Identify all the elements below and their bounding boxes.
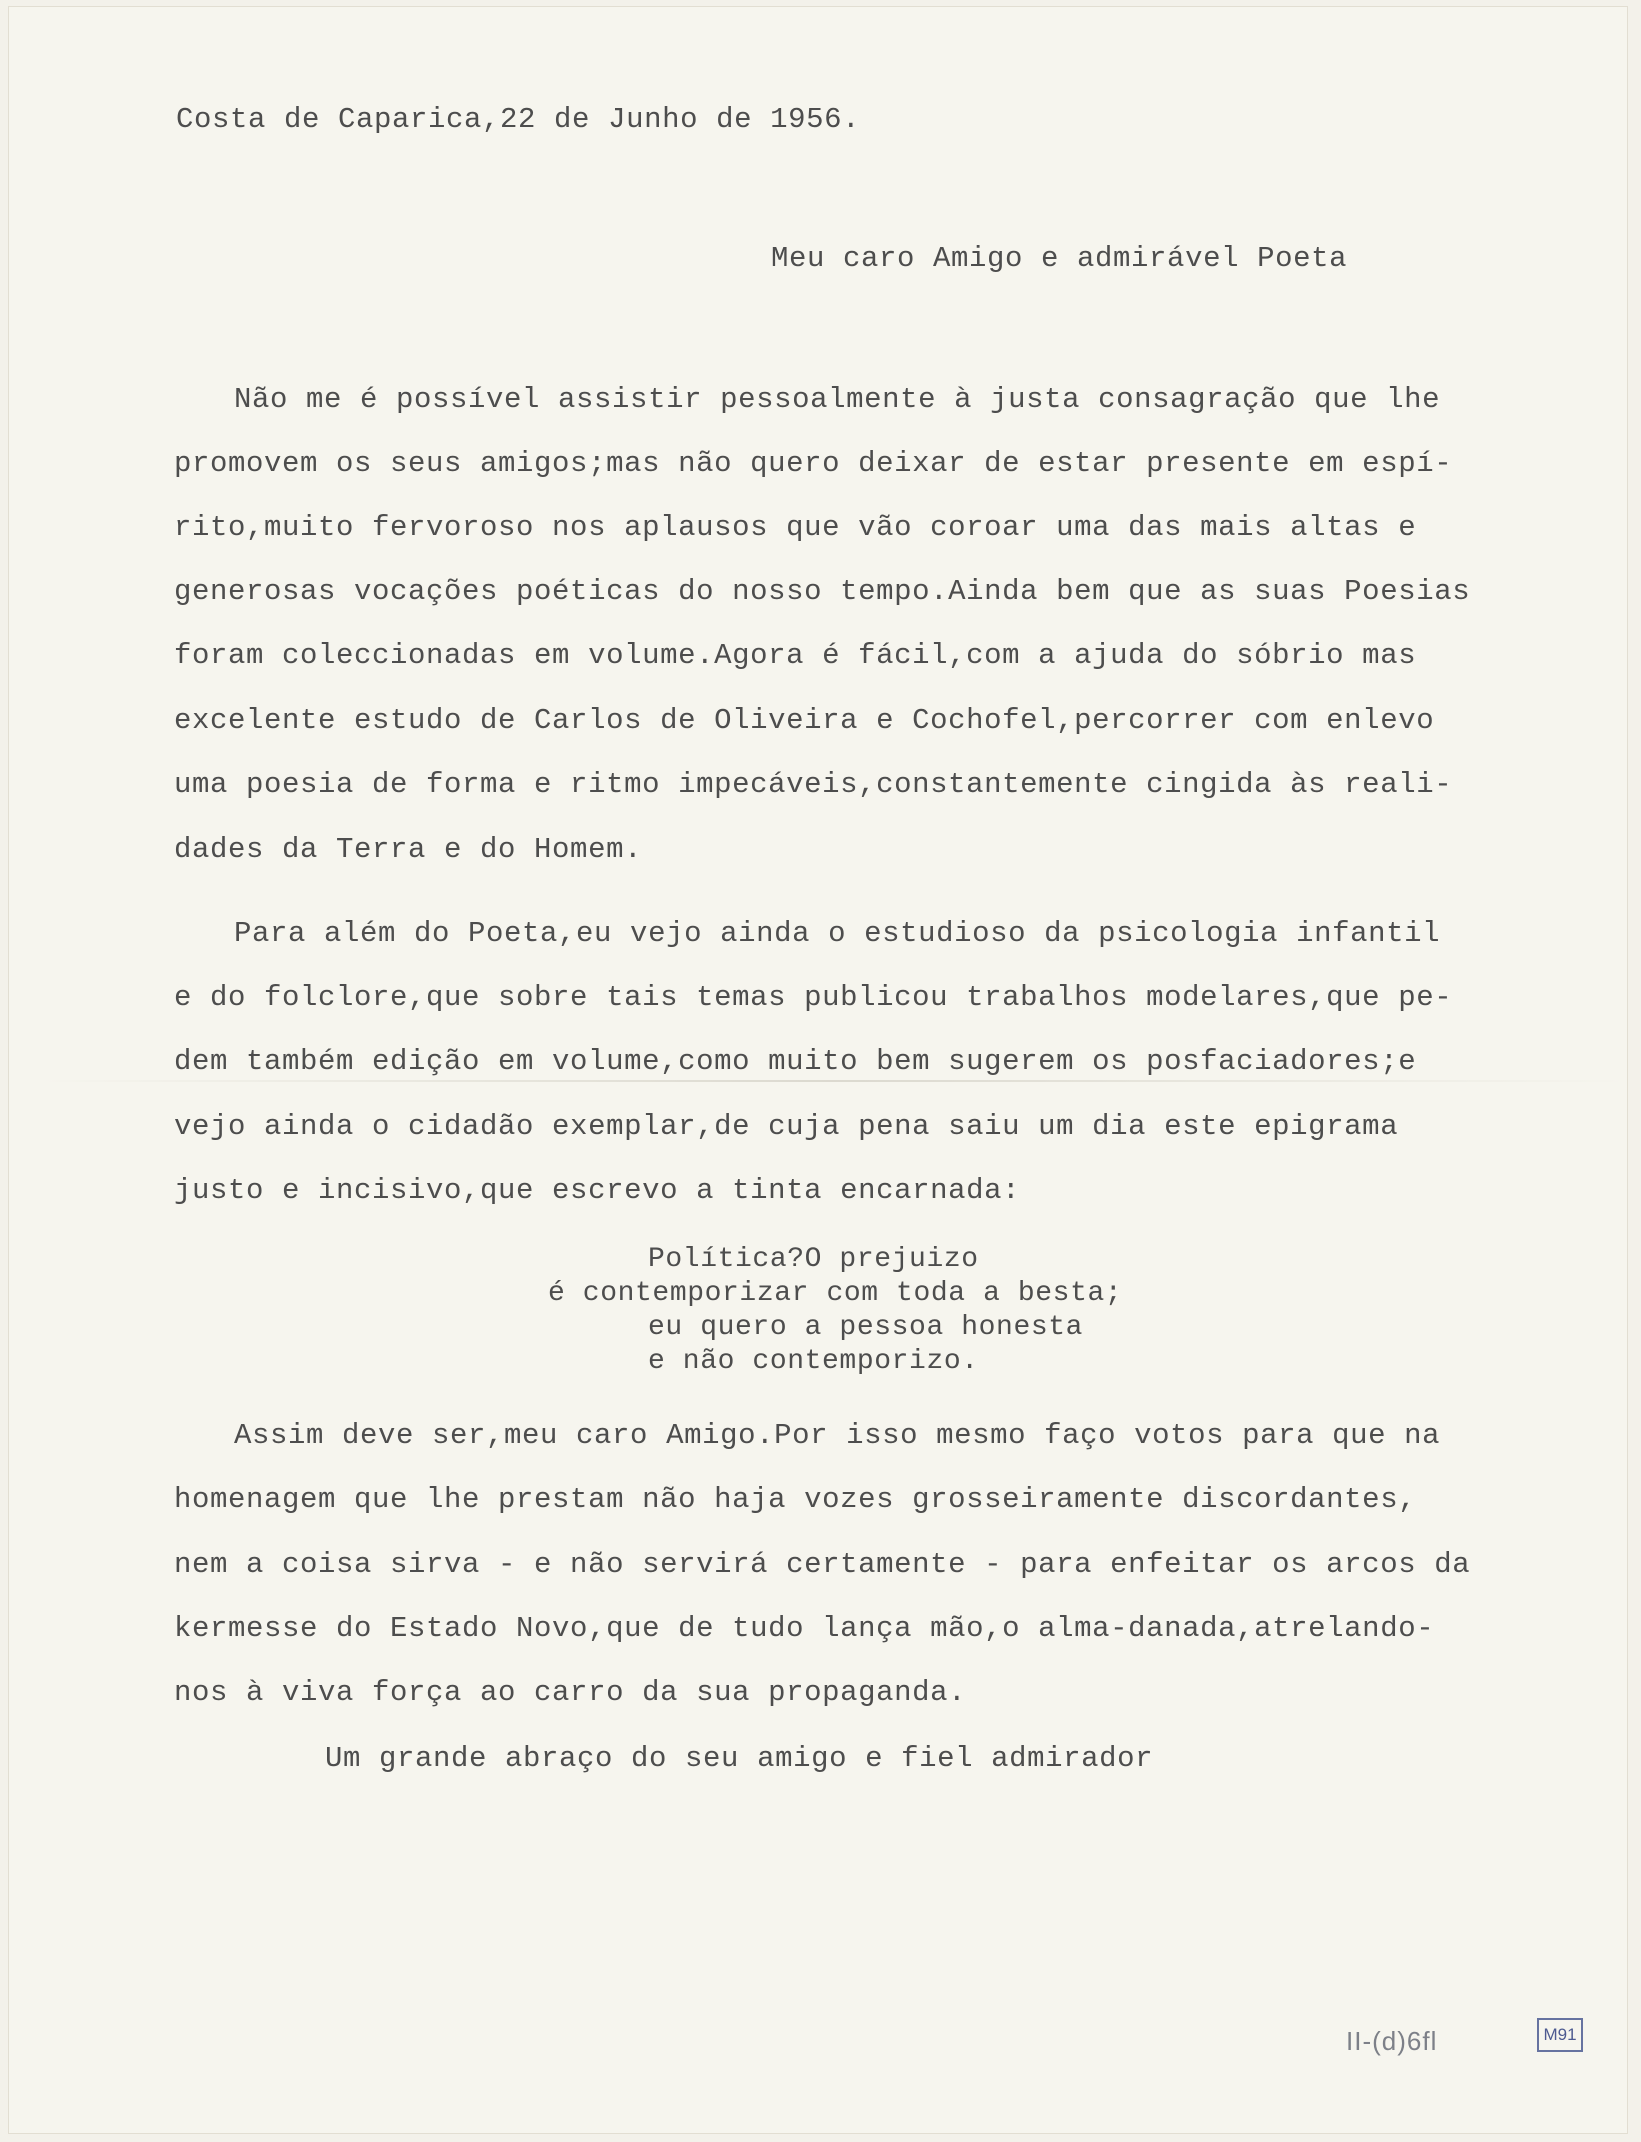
paragraph-2-line: dem também edição em volume,como muito bem sugerem os posfaciadores;e [174, 1045, 1417, 1078]
paragraph-2-line: Para além do Poeta,eu vejo ainda o estudioso da psicologia infantil [234, 917, 1441, 950]
paragraph-3-line: nos à viva força ao carro da sua propaganda. [174, 1676, 967, 1709]
paragraph-1-line: dades da Terra e do Homem. [174, 833, 643, 866]
paragraph-1-line: promovem os seus amigos;mas não quero deixar de estar presente em espí- [174, 447, 1453, 480]
epigram-line: eu quero a pessoa honesta [648, 1312, 1084, 1343]
paragraph-1-line: uma poesia de forma e ritmo impecáveis,constantemente cingida às reali- [174, 768, 1453, 801]
date-line: Costa de Caparica,22 de Junho de 1956. [176, 103, 861, 136]
archive-stamp: M91 [1537, 2018, 1583, 2052]
epigram-line: e não contemporizo. [648, 1346, 979, 1377]
paragraph-1-line: generosas vocações poéticas do nosso tempo.Ainda bem que as suas Poesias [174, 575, 1471, 608]
paragraph-2-line: vejo ainda o cidadão exemplar,de cuja pena saiu um dia este epigrama [174, 1110, 1399, 1143]
salutation: Meu caro Amigo e admirável Poeta [771, 242, 1348, 275]
paper-fold [38, 1080, 1628, 1082]
paragraph-1-line: Não me é possível assistir pessoalmente à justa consagração que lhe [234, 383, 1441, 416]
paragraph-2-line: justo e incisivo,que escrevo a tinta encarnada: [174, 1174, 1021, 1207]
epigram-line: Política?O prejuizo [648, 1244, 979, 1275]
paragraph-3-line: nem a coisa sirva - e não servirá certamente - para enfeitar os arcos da [174, 1548, 1471, 1581]
closing-line: Um grande abraço do seu amigo e fiel admirador [325, 1742, 1154, 1775]
paragraph-3-line: kermesse do Estado Novo,que de tudo lança mão,o alma-danada,atrelando- [174, 1612, 1435, 1645]
paragraph-3-line: Assim deve ser,meu caro Amigo.Por isso mesmo faço votos para que na [234, 1419, 1441, 1452]
paragraph-2-line: e do folclore,que sobre tais temas publicou trabalhos modelares,que pe- [174, 981, 1453, 1014]
paragraph-1-line: foram coleccionadas em volume.Agora é fácil,com a ajuda do sóbrio mas [174, 639, 1417, 672]
archive-reference: II-(d)6fl [1346, 2026, 1438, 2056]
paragraph-1-line: excelente estudo de Carlos de Oliveira e Cochofel,percorrer com enlevo [174, 704, 1435, 737]
paragraph-3-line: homenagem que lhe prestam não haja vozes grosseiramente discordantes, [174, 1483, 1417, 1516]
epigram-line: é contemporizar com toda a besta; [548, 1278, 1123, 1309]
paragraph-1-line: rito,muito fervoroso nos aplausos que vão coroar uma das mais altas e [174, 511, 1417, 544]
